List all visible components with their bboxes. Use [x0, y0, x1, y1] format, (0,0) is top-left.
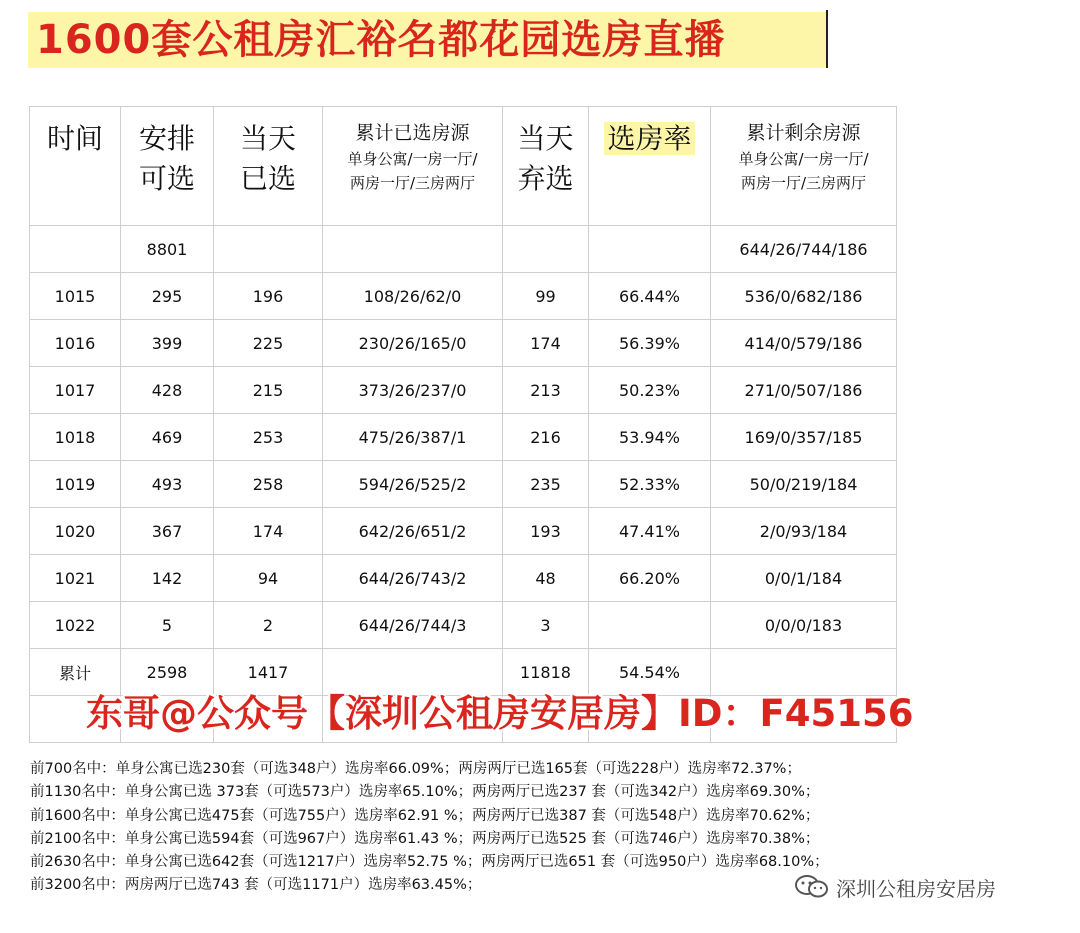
- cell-arranged: 493: [121, 461, 214, 508]
- title-divider: [826, 10, 828, 68]
- table-row: [30, 508, 897, 555]
- header-selection-rate: [589, 107, 711, 226]
- note-line: 前2100名中：单身公寓已选594套（可选967户）选房率61.43 %；两房两厅已选525 套（可选746户）选房率70.38%；: [30, 830, 820, 847]
- cell-time: 1015: [30, 273, 121, 320]
- note-line: 前3200名中：两房两厅已选743 套（可选1171户）选房率63.45%；: [30, 877, 482, 894]
- cell-time: 1021: [30, 555, 121, 602]
- cell-arranged: 295: [121, 273, 214, 320]
- cell-rate: [589, 602, 711, 649]
- table-row: [30, 273, 897, 320]
- cell-arranged: 8801: [121, 226, 214, 273]
- cell-time: 1018: [30, 414, 121, 461]
- cell-abandon: 11818: [503, 649, 589, 696]
- cell-remaining: 0/0/1/184: [711, 555, 897, 602]
- note-line: 前1130名中：单身公寓已选 373套（可选573户）选房率65.10%；两房两厅已选237 套（可选342户）选房率69.30%；: [30, 784, 820, 801]
- cell-selected: 2: [214, 602, 323, 649]
- cell-cum-selected: 642/26/651/2: [323, 508, 503, 555]
- cell-rate: 66.44%: [589, 273, 711, 320]
- cell-time: 1016: [30, 320, 121, 367]
- cell-abandon: 48: [503, 555, 589, 602]
- cell-remaining: 536/0/682/186: [711, 273, 897, 320]
- cell-time: 累计: [30, 649, 121, 696]
- cell-time: 1019: [30, 461, 121, 508]
- cell-abandon: 174: [503, 320, 589, 367]
- selection-table: [29, 106, 897, 743]
- cell-abandon: 216: [503, 414, 589, 461]
- wechat-watermark: [794, 872, 996, 902]
- cell-cum-selected: 475/26/387/1: [323, 414, 503, 461]
- cell-remaining: 2/0/93/184: [711, 508, 897, 555]
- cell-arranged: 469: [121, 414, 214, 461]
- cell-time: [30, 226, 121, 273]
- table-row: [30, 367, 897, 414]
- cell-remaining: 169/0/357/185: [711, 414, 897, 461]
- cell-remaining: 414/0/579/186: [711, 320, 897, 367]
- note-line: 前1600名中：单身公寓已选475套（可选755户）选房率62.91 %；两房两厅已选387 套（可选548户）选房率70.62%；: [30, 807, 820, 824]
- cell-remaining: 271/0/507/186: [711, 367, 897, 414]
- note-line: 前700名中：单身公寓已选230套（可选348户）选房率66.09%；两房两厅已选165套（可选228户）选房率72.37%；: [30, 761, 801, 777]
- header-cumulative-remaining: 累计剩余房源 单身公寓/一房一厅/ 两房一厅/三房两厅: [711, 107, 897, 226]
- cell-arranged: 2598: [121, 649, 214, 696]
- cell-selected: 258: [214, 461, 323, 508]
- cell-selected: 1417: [214, 649, 323, 696]
- cell-time: 1020: [30, 508, 121, 555]
- cell-rate: 53.94%: [589, 414, 711, 461]
- cell-selected: 94: [214, 555, 323, 602]
- cell-arranged: 399: [121, 320, 214, 367]
- selection-rate-label: 选房率: [604, 122, 694, 155]
- cell-cum-selected: 373/26/237/0: [323, 367, 503, 414]
- cell-rate: 54.54%: [589, 649, 711, 696]
- page-title: 1600套公租房汇裕名都花园选房直播: [36, 17, 726, 63]
- cell-abandon: [503, 226, 589, 273]
- cell-selected: 196: [214, 273, 323, 320]
- cell-selected: 215: [214, 367, 323, 414]
- cell-arranged: 5: [121, 602, 214, 649]
- wechat-account-name: 深圳公租房安居房: [836, 876, 996, 901]
- cell-cum-selected: 644/26/744/3: [323, 602, 503, 649]
- cell-arranged: 142: [121, 555, 214, 602]
- cell-abandon: 193: [503, 508, 589, 555]
- cell-time: 1022: [30, 602, 121, 649]
- cell-cum-selected: 230/26/165/0: [323, 320, 503, 367]
- cell-abandon: 99: [503, 273, 589, 320]
- table-row: [30, 602, 897, 649]
- cell-selected: 174: [214, 508, 323, 555]
- table-row: [30, 555, 897, 602]
- cell-remaining: 50/0/219/184: [711, 461, 897, 508]
- cell-cum-selected: 594/26/525/2: [323, 461, 503, 508]
- cell-rate: 66.20%: [589, 555, 711, 602]
- wechat-icon: [794, 874, 830, 900]
- table-row: [30, 226, 897, 273]
- cell-cum-selected: 108/26/62/0: [323, 273, 503, 320]
- header-arranged: 安排 可选: [121, 107, 214, 226]
- cell-rate: 56.39%: [589, 320, 711, 367]
- header-time: 时间: [30, 107, 121, 226]
- cell-cum-selected: 644/26/743/2: [323, 555, 503, 602]
- cell-rate: 47.41%: [589, 508, 711, 555]
- cell-rate: 52.33%: [589, 461, 711, 508]
- header-abandoned-today: 当天 弃选: [503, 107, 589, 226]
- cell-arranged: 367: [121, 508, 214, 555]
- cell-remaining: 644/26/744/186: [711, 226, 897, 273]
- cell-selected: 253: [214, 414, 323, 461]
- header-selected-today: 当天 已选: [214, 107, 323, 226]
- cell-rate: [589, 226, 711, 273]
- cell-abandon: 235: [503, 461, 589, 508]
- cell-rate: 50.23%: [589, 367, 711, 414]
- cell-abandon: 213: [503, 367, 589, 414]
- header-cumulative-selected: 累计已选房源 单身公寓/一房一厅/ 两房一厅/三房两厅: [323, 107, 503, 226]
- cell-selected: [214, 226, 323, 273]
- cell-time: 1017: [30, 367, 121, 414]
- cell-abandon: 3: [503, 602, 589, 649]
- cell-cum-selected: [323, 226, 503, 273]
- cell-remaining: 0/0/0/183: [711, 602, 897, 649]
- table-body: [30, 226, 897, 743]
- note-line: 前2630名中：单身公寓已选642套（可选1217户）选房率52.75 %；两房两厅已选651 套（可选950户）选房率68.10%；: [30, 854, 829, 871]
- watermark-text: 东哥@公众号【深圳公租房安居房】ID：F45156: [86, 692, 914, 735]
- table-row: [30, 461, 897, 508]
- cell-selected: 225: [214, 320, 323, 367]
- table-header-row: [30, 107, 897, 226]
- table-row: [30, 320, 897, 367]
- notes-block: [30, 758, 829, 898]
- table-row: [30, 414, 897, 461]
- cell-arranged: 428: [121, 367, 214, 414]
